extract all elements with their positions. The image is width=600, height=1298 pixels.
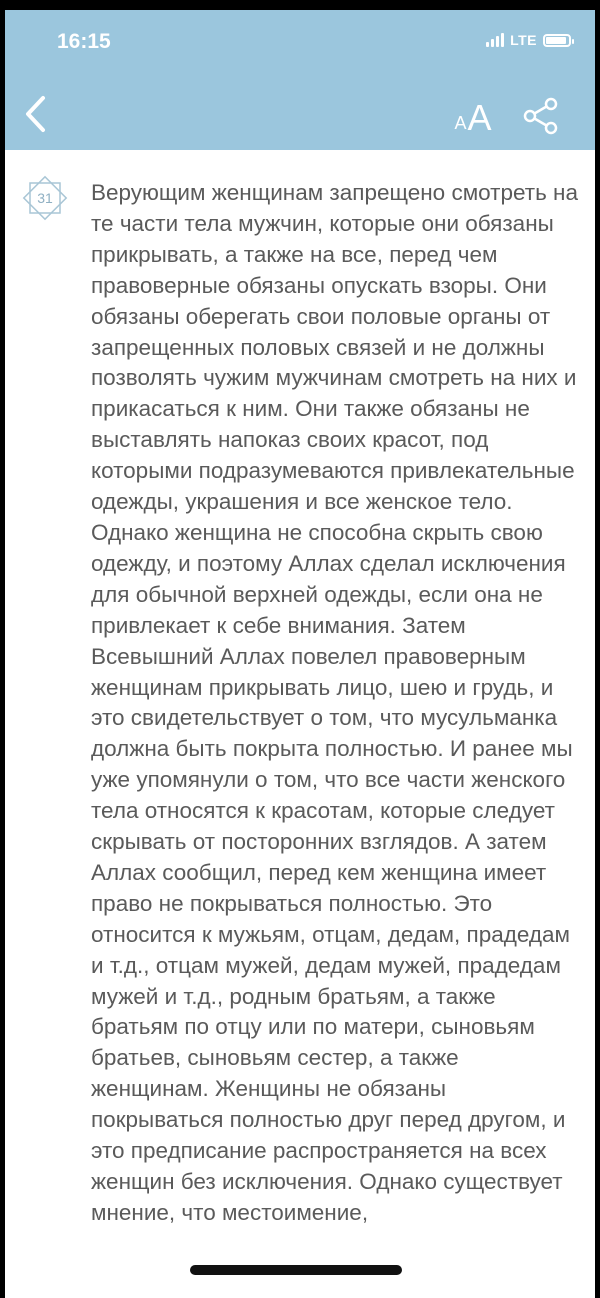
- font-large-label: A: [467, 97, 492, 138]
- status-time: 16:15: [57, 30, 111, 53]
- share-button[interactable]: [519, 94, 563, 138]
- verse-text: Верующим женщинам запрещено смотреть на те части тела мужчин, которые они обязаны прикрывать, а также на все, перед чем правоверные обязаны опускать взоры. Они обязаны оберегать свои половые органы от запрещенных половых связей и не должны позволять чужим мужчинам смотреть на них и прикасаться к ним. Они также обязаны не выставлять напоказ своих красот, под которыми подразумеваются привлекательные одежды, украшения и все женское тело. Однако женщина не способна скрыть свою одежду, и поэтому Аллах сделал исключения для обычной верхней одежды, если она не привлекает к себе внимания. Затем Всевышний Аллах повелел правоверным женщинам прикрывать лицо, шею и грудь, и это свидетельствует о том, что мусульманка должна быть покрыта полностью. И ранее мы уже упомянули о том, что все части женского тела относятся к красотам, которые следует скрывать от посторонних взглядов. А затем Аллах сообщил, перед кем женщина имеет право не покрываться полностью. Это относится к мужьям, отцам, дедам, прадедам и т.д., отцам мужей, дедам мужей, прадедам мужей и т.д., родным братьям, а также братьям по отцу или по матери, сыновьям братьев, сыновьям сестер, а также женщинам. Женщины не обязаны покрываться полностью друг перед другом, и это предписание распространяется на всех женщин без исключения. Однако существует мнение, что местоимение,: [91, 180, 578, 1225]
- verse-number-badge: [20, 173, 70, 223]
- back-button[interactable]: [15, 92, 55, 136]
- app-header: [5, 10, 595, 150]
- share-icon: [522, 97, 560, 135]
- network-label: LTE: [510, 32, 537, 48]
- app-screen: [5, 10, 595, 1298]
- font-size-button[interactable]: [445, 92, 501, 136]
- signal-icon: [486, 33, 504, 47]
- home-indicator[interactable]: [190, 1265, 402, 1275]
- battery-icon: [543, 34, 571, 47]
- status-indicators: [486, 32, 571, 48]
- reading-area[interactable]: [5, 150, 595, 1298]
- font-small-label: A: [454, 113, 467, 133]
- chevron-left-icon: [23, 95, 47, 133]
- verse-number: 31: [37, 190, 53, 206]
